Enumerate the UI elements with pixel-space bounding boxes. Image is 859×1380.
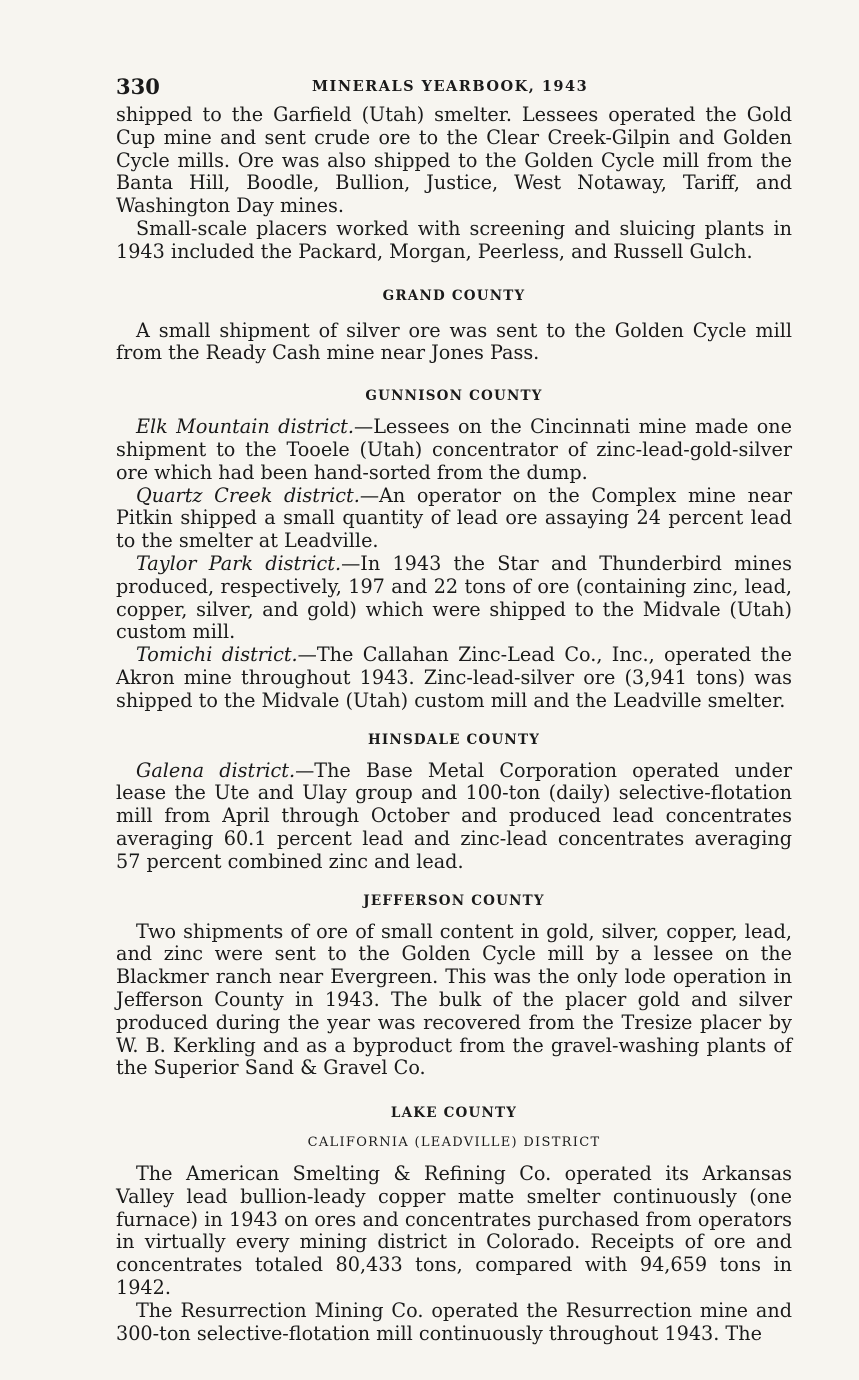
- paragraph-tomichi: [116, 644, 792, 712]
- district-title-galena: Galena district.: [136, 758, 296, 782]
- subheading-california-district: CALIFORNIA (LEADVILLE) DISTRICT: [307, 1135, 601, 1151]
- heading-grand-county: GRAND COUNTY: [382, 287, 526, 304]
- district-title-quartz-creek: Quartz Creek district.: [136, 483, 360, 507]
- district-text-tomichi: —The Callahan Zinc-Lead Co., Inc., operated the Akron mine throughout 1943. Zinc-lead-silver ore (3,941 tons) was shipped to the Midvale (Utah) custom mill and the Leadville smelter.: [116, 643, 793, 712]
- district-title-taylor-park: Taylor Park district.: [136, 551, 342, 575]
- district-text-taylor-park: —In 1943 the Star and Thunderbird mines produced, respectively, 197 and 22 tons of ore (containing zinc, lead, copper, silver, and gold) which were shipped to the Midvale (Utah) custom mill.: [116, 551, 792, 644]
- district-title-elk-mountain: Elk Mountain district.: [136, 415, 354, 439]
- paragraph-elk-mountain: [116, 416, 792, 484]
- heading-hinsdale-county: HINSDALE COUNTY: [367, 731, 541, 748]
- district-title-tomichi: Tomichi district.: [136, 643, 298, 667]
- paragraph-american-smelting: The American Smelting & Refining Co. operated its Arkansas Valley lead bullion-leady copper matte smelter continuously (one furnace) in 1943 on ores and concentrates purchased from operators in virtually every mining district in Colorado. Receipts of ore and concentrates totaled 80,433 tons, compared with 94,659 tons in 1942.: [116, 1162, 792, 1300]
- paragraph-resurrection-mining: The Resurrection Mining Co. operated the Resurrection mine and 300-ton selective-flotation mill continuously throughout 1943. The: [116, 1298, 792, 1345]
- heading-lake-county: LAKE COUNTY: [390, 1105, 518, 1122]
- paragraph-placers: Small-scale placers worked with screening and sluicing plants in 1943 included the Packard, Morgan, Peerless, and Russell Gulch.: [116, 216, 792, 263]
- page-number: 330: [116, 74, 160, 99]
- paragraph-quartz-creek: [116, 485, 792, 553]
- page-body: [116, 74, 792, 1345]
- paragraph-taylor-park: [116, 553, 792, 644]
- heading-gunnison-county: GUNNISON COUNTY: [365, 388, 543, 405]
- paragraph-continued: shipped to the Garfield (Utah) smelter. Lessees operated the Gold Cup mine and sent crude ore to the Clear Creek-Gilpin and Golden Cycle mills. Ore was also shipped to the Golden Cycle mill from the Banta Hill, Boodle, Bullion, Justice, West Notaway, Tariff, and Washington Day mines.: [116, 103, 792, 218]
- district-text-quartz-creek: —An operator on the Complex mine near Pitkin shipped a small quantity of lead ore assaying 24 percent lead to the smelter at Leadville.: [116, 483, 792, 553]
- heading-jefferson-county: JEFFERSON COUNTY: [363, 892, 545, 909]
- paragraph-galena: [116, 760, 792, 874]
- running-head: [116, 74, 792, 104]
- paragraph-jefferson-county: Two shipments of ore of small content in gold, silver, copper, lead, and zinc were sent to the Golden Cycle mill by a lessee on the Blackmer ranch near Evergreen. This was the only lode operation in Jefferson County in 1943. The bulk of the placer gold and silver produced during the year was recovered from the Tresize placer by W. B. Kerkling and as a byproduct from the gravel-washing plants of the Superior Sand & Gravel Co.: [116, 919, 792, 1080]
- district-text-elk-mountain: —Lessees on the Cincinnati mine made one shipment to the Tooele (Utah) concentrator of zinc-lead-gold-silver ore which had been hand-sorted from the dump.: [116, 415, 792, 484]
- district-text-galena: —The Base Metal Corporation operated under lease the Ute and Ulay group and 100-ton (daily) selective-flotation mill from April through October and produced lead concentrates averaging 60.1 percent lead and zinc-lead concentrates averaging 57 percent combined zinc and lead.: [116, 758, 792, 873]
- paragraph-grand-county: A small shipment of silver ore was sent to the Golden Cycle mill from the Ready Cash mine near Jones Pass.: [116, 318, 792, 365]
- running-title: MINERALS YEARBOOK, 1943: [312, 78, 589, 95]
